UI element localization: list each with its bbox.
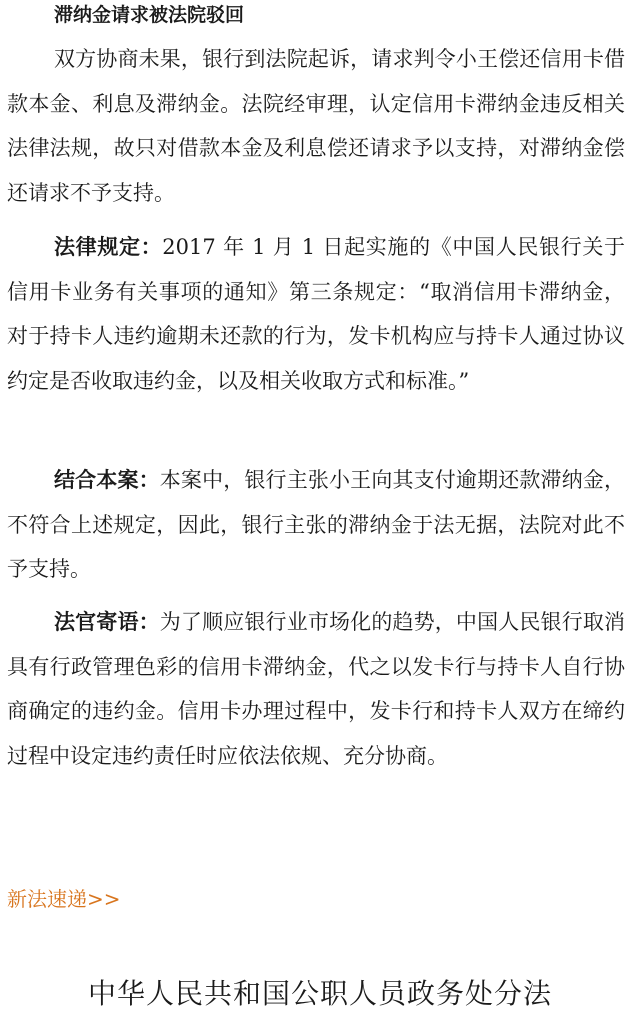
judge-note-paragraph [7, 600, 625, 778]
case-heading: 滞纳金请求被法院驳回 [54, 4, 245, 26]
case-analysis-paragraph [7, 458, 625, 592]
law-title: 中华人民共和国公职人员政务处分法 [87, 977, 552, 1010]
case-summary-paragraph: 双方协商未果，银行到法院起诉，请求判令小王偿还信用卡借款本金、利息及滞纳金。法院经审理，认定信用卡滞纳金违反相关法律法规，故只对借款本金及利息偿还请求予以支持，对滞纳金偿还请求不予支持。 [7, 47, 625, 205]
new-law-section-link[interactable]: 新法速递>> [7, 887, 121, 911]
judge-note-label: 法官寄语： [54, 610, 160, 634]
case-analysis-text: 本案中，银行主张小王向其支付逾期还款滞纳金，不符合上述规定，因此，银行主张的滞纳金于法无据，法院对此不予支持。 [7, 468, 626, 581]
case-analysis-label: 结合本案： [54, 468, 160, 492]
legal-provision-paragraph [7, 225, 625, 403]
legal-provision-label: 法律规定： [54, 235, 163, 259]
legal-provision-text: 2017 年 1 月 1 日起实施的《中国人民银行关于信用卡业务有关事项的通知》第三条规定：“取消信用卡滞纳金，对于持卡人违约逾期未还款的行为，发卡机构应与持卡人通过协议约定是否收取违约金，以及相关收取方式和标准。” [7, 235, 625, 393]
judge-note-text: 为了顺应银行业市场化的趋势，中国人民银行取消具有行政管理色彩的信用卡滞纳金，代之以发卡行与持卡人自行协商确定的违约金。信用卡办理过程中，发卡行和持卡人双方在缔约过程中设定违约责任时应依法依规、充分协商。 [7, 610, 626, 768]
